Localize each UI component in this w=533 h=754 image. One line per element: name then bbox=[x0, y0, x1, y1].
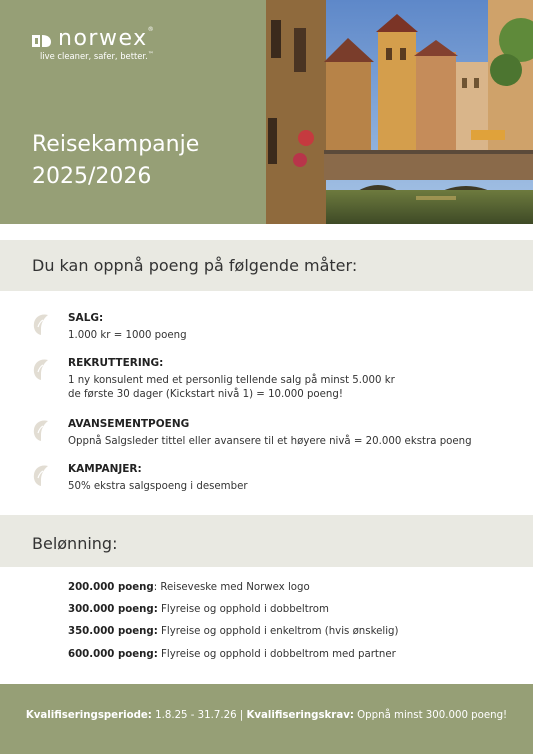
title-line-1: Reisekampanje bbox=[32, 132, 200, 157]
logo-tagline: live cleaner, safer, better. bbox=[40, 51, 148, 61]
reward-description: Reiseveske med Norwex logo bbox=[160, 582, 310, 593]
way-description-line-1: 1 ny konsulent med et personlig tellende salg på minst 5.000 kr bbox=[68, 375, 395, 386]
title-line-2: 2025/2026 bbox=[32, 164, 152, 189]
hero-header bbox=[0, 0, 533, 224]
way-title: KAMPANJER: bbox=[68, 463, 142, 475]
logo-wordmark: norwex bbox=[58, 26, 148, 51]
qualification-footer bbox=[0, 684, 533, 754]
rewards-heading: Belønning: bbox=[32, 534, 118, 553]
reward-item bbox=[68, 649, 396, 660]
leaf-icon bbox=[32, 357, 50, 381]
ways-heading-band bbox=[0, 240, 533, 291]
qualification-line bbox=[0, 710, 533, 721]
way-title: AVANSEMENTPOENG bbox=[68, 418, 190, 430]
way-item-sales bbox=[32, 312, 512, 348]
period-value: 1.8.25 - 31.7.26 | bbox=[151, 710, 247, 721]
rewards-heading-band bbox=[0, 515, 533, 567]
requirement-label: Kvalifiseringskrav: bbox=[246, 710, 354, 721]
way-item-campaigns bbox=[32, 463, 512, 499]
logo-registered-mark: ® bbox=[147, 26, 156, 33]
page-title bbox=[32, 129, 252, 193]
reward-item bbox=[68, 626, 398, 637]
reward-separator: : bbox=[153, 582, 161, 593]
requirement-value: Oppnå minst 300.000 poeng! bbox=[353, 710, 508, 721]
reward-points: 600.000 poeng: bbox=[68, 649, 158, 660]
way-description: Oppnå Salgsleder tittel eller avansere til et høyere nivå = 20.000 ekstra poeng bbox=[68, 436, 472, 447]
ways-heading: Du kan oppnå poeng på følgende måter: bbox=[32, 256, 358, 275]
leaf-icon bbox=[32, 463, 50, 487]
reward-description: Flyreise og opphold i dobbeltrom med partner bbox=[161, 649, 396, 660]
reward-description: Flyreise og opphold i dobbeltrom bbox=[161, 604, 329, 615]
way-description: 1.000 kr = 1000 poeng bbox=[68, 330, 187, 341]
way-item-advancement bbox=[32, 418, 512, 454]
way-description: 50% ekstra salgspoeng i desember bbox=[68, 481, 248, 492]
way-item-recruiting bbox=[32, 357, 512, 407]
logo-tagline-mark: ™ bbox=[147, 51, 154, 58]
reward-item bbox=[68, 582, 310, 593]
period-label: Kvalifiseringsperiode: bbox=[25, 710, 152, 721]
reward-points: 350.000 poeng: bbox=[68, 626, 158, 637]
reward-description: Flyreise og opphold i enkeltrom (hvis ønskelig) bbox=[161, 626, 399, 637]
reward-item bbox=[68, 604, 329, 615]
reward-points: 300.000 poeng: bbox=[68, 604, 158, 615]
logo-mark-icon bbox=[32, 33, 52, 49]
reward-points: 200.000 poeng bbox=[68, 582, 154, 593]
way-title: REKRUTTERING: bbox=[68, 357, 164, 369]
way-description-line-2: de første 30 dager (Kickstart nivå 1) = 10.000 poeng! bbox=[68, 389, 343, 400]
town-canal-photo bbox=[266, 0, 533, 224]
leaf-icon bbox=[32, 418, 50, 442]
leaf-icon bbox=[32, 312, 50, 336]
way-title: SALG: bbox=[68, 312, 104, 324]
